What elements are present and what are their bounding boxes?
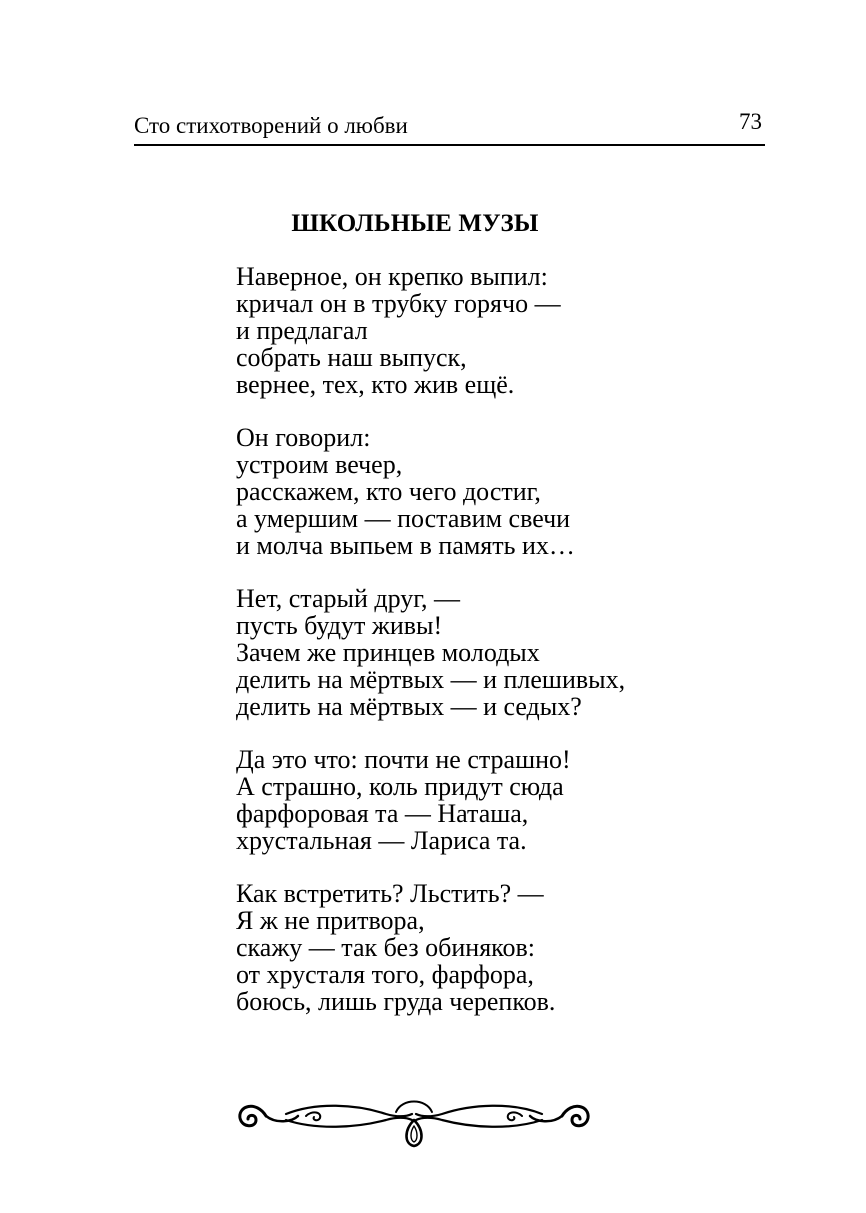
poem-line: пусть будут живы! <box>236 611 443 640</box>
poem-line: Зачем же принцев молодых <box>236 638 540 667</box>
poem-title: ШКОЛЬНЫЕ МУЗЫ <box>291 210 539 237</box>
header-divider <box>134 144 765 146</box>
running-header <box>134 108 764 144</box>
poem-line: делить на мёртвых — и седых? <box>236 692 582 721</box>
poem-line: устроим вечер, <box>236 450 403 479</box>
poem-line: А страшно, коль придут сюда <box>236 772 564 801</box>
book-title: Сто стихотворений о любви <box>134 113 408 138</box>
poem-body <box>236 263 756 1041</box>
poem-line: Нет, старый друг, — <box>236 584 460 613</box>
poem-line: и предлагал <box>236 316 368 345</box>
page-number: 73 <box>739 109 762 134</box>
poem-line: от хрусталя того, фарфора, <box>236 960 534 989</box>
poem-line: Да это что: почти не страшно! <box>236 745 571 774</box>
poem-line: скажу — так без обиняков: <box>236 933 535 962</box>
stanza <box>236 746 756 854</box>
stanza <box>236 585 756 720</box>
stanza <box>236 880 756 1015</box>
poem-line: фарфоровая та — Наташа, <box>236 799 529 828</box>
poem-line: вернее, тех, кто жив ещё. <box>236 370 515 399</box>
poem-line: собрать наш выпуск, <box>236 343 467 372</box>
stanza <box>236 424 756 559</box>
poem-line: и молча выпьем в память их… <box>236 531 575 560</box>
poem-line: расскажем, кто чего достиг, <box>236 477 541 506</box>
poem-line: кричал он в трубку горячо — <box>236 289 561 318</box>
poem-line: боюсь, лишь груда черепков. <box>236 987 556 1016</box>
poem-line: Я ж не притвора, <box>236 906 425 935</box>
poem-line: Он говорил: <box>236 423 371 452</box>
poem-line: а умершим — поставим свечи <box>236 504 571 533</box>
poem-line: Наверное, он крепко выпил: <box>236 262 548 291</box>
poem-line: Как встретить? Льстить? — <box>236 879 544 908</box>
stanza <box>236 263 756 398</box>
poem-line: хрустальная — Лариса та. <box>236 826 527 855</box>
scroll-flourish-ornament-icon <box>236 1090 592 1154</box>
poem-line: делить на мёртвых — и плешивых, <box>236 665 626 694</box>
